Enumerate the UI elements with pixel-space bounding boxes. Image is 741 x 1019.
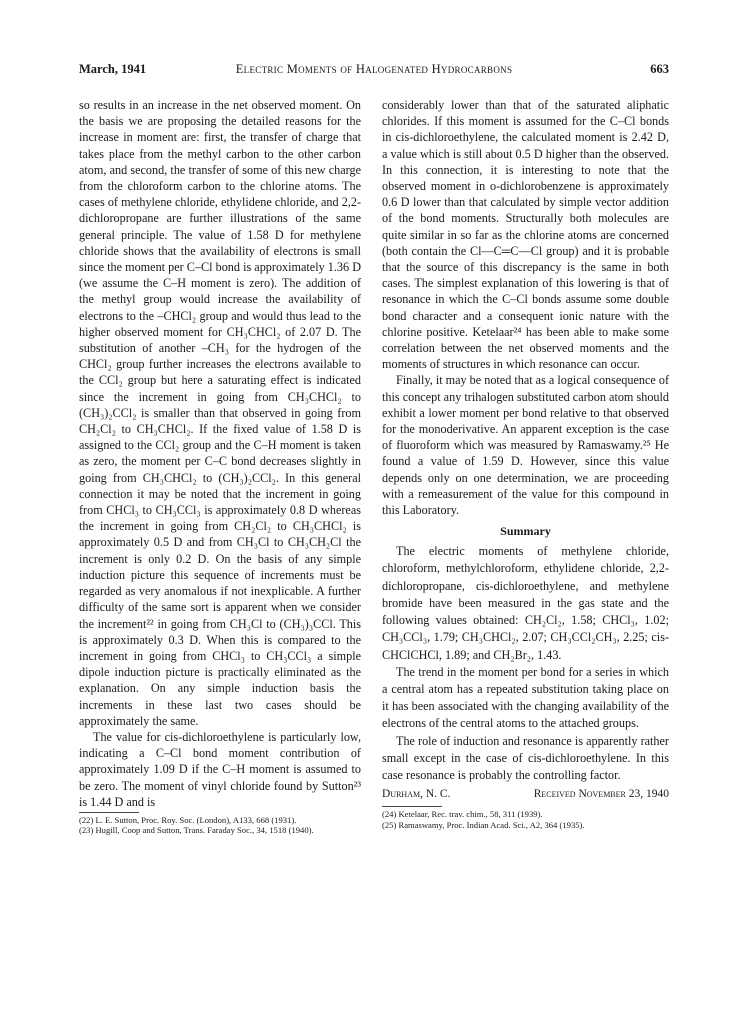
signature-line: [382, 788, 669, 804]
body-paragraph: The value for cis-dichloroethylene is particularly low, indicating a C–Cl bond moment contribution of approximately 1.09 D if the C–H moment is assumed to be zero. The moment of vinyl chloride found by Sutton²³ is 1.44 D and is: [79, 729, 361, 809]
footnote: (22) L. E. Sutton, Proc. Roy. Soc. (London), A133, 668 (1931).: [79, 814, 297, 825]
header-title: Electric Moments of Halogenated Hydrocarbons: [235, 62, 513, 76]
body-paragraph: Finally, it may be noted that as a logical consequence of this concept any trihalogen substituted carbon atom should exhibit a lower moment per bond relative to that observed for the monoderivative. An apparent exception is the case of fluoroform which was measured by Ramaswamy.²⁵ He found a value of 1.59 D. However, since this value depends only on one determination, we are proceeding with a remeasurement of the value for this compound in this Laboratory.: [382, 373, 670, 518]
summary-heading: Summary: [500, 524, 551, 539]
summary-paragraph: The electric moments of methylene chloride, chloroform, methylchloroform, ethylidene chloride, 2,2-dichloropropane, cis-dichloroethylene, and methylene bromide have been measured in the gas state and the following values obtained: CH₂Cl₂, 1.58; CHCl₃, 1.02; CH₃CCl₃, 1.79; CH₃CHCl₂, 2.07; CH₃CCl₂CH₃, 2.25; cis-CHClCHCl, 1.89; and CH₂Br₂, 1.43.: [382, 544, 669, 662]
right-column: [382, 97, 669, 830]
body-paragraph: so results in an increase in the net observed moment. On the basis we are proposing the detailed reasons for the increase in moment are: first, the transfer of charge that takes place from the methyl carbon to the other carbon atom, and second, the transfer of some of this new charge from the chloroform carbon to the chlorine atoms. The cases of methylene chloride, ethylidene chloride, and 2,2-dichloropropane are further illustrations of the same general principle. The value of 1.58 D for methylene chloride shows that the availability of electrons is small since the moment per C–Cl bond is approximately 1.36 D (we assume the C–H moment is zero). The addition of the methyl group would increase the availability of electrons to the –CHCl₂ group and would thus lead to the higher observed moment for CH₃CHCl₂ of 2.07 D. The substitution of another –CH₃ for the hydrogen of the CHCl₂ group further increases the electrons available to the CCl₂ group but here a saturating effect is indicated since the increment in going from CH₃CHCl₂ to (CH₃)₂CCl₂ is smaller than that observed in going from CH₂Cl₂ to CH₃CHCl₂. If the fixed value of 1.58 D is assigned to the CCl₂ group and the C–H moment is taken as zero, the moment per C–C bond decreases slightly in going from CH₃CHCl₂ to (CH₃)₂CCl₂. In this general connection it may be noted that the increment in going from CHCl₃ to CH₃CCl₃ is approximately 0.8 D whereas the increment in going from CH₂Cl₂ to CH₃CHCl₂ is approximately 0.5 D and from CH₃Cl to CH₃CH₂Cl the increment is only 0.2 D. On the basis of any simple induction picture this sequence of increments must be regarded as very anomalous if not inexplicable. A further difficulty of the same sort is apparent when we consider the increment²² in going from CH₃Cl to (CH₃)₃CCl. This is approximately 0.3 D. When this is compared to the increment in going from CHCl₃ to CH₃CCl₃ a simple dipole induction picture is practically eliminated as the explanation. On any simple induction basis the increments in these last two cases should be approximately the same.: [79, 98, 361, 728]
signature-place: Durham, N. C.: [382, 788, 451, 801]
left-column: [79, 97, 361, 836]
footnote: (24) Ketelaar, Rec. trav. chim., 58, 311 (1939).: [382, 809, 543, 820]
body-paragraph: considerably lower than that of the saturated aliphatic chlorides. If this moment is assumed for the C–Cl bonds in cis-dichloroethylene, the calculated moment is 2.42 D, a value which is still about 0.5 D higher than the observed. In this connection, it is interesting to note that the observed moment in o-dichlorobenzene is approximately 0.6 D lower than that calculated by simple vector addition of the bond moments. Structurally both molecules are quite similar in so far as the chlorine atoms are concerned (both contain the Cl—C═C—Cl group) and it is probable that the source of this discrepancy is the same in both cases. The simplest explanation of this lowering is that of resonance in which the C–Cl bonds assume some double bond character and a consequent ionic nature with the chlorine positive. Ketelaar²⁴ has been able to make some correlation between the net observed moments and the moments of structures in which resonance can occur.: [382, 98, 669, 372]
header-date: March, 1941: [79, 62, 147, 76]
footnote: (25) Ramaswamy, Proc. Indian Acad. Sci., A2, 364 (1935).: [382, 819, 585, 830]
summary-section: [382, 543, 669, 784]
footnote-divider: [79, 812, 139, 813]
page-number: 663: [650, 62, 669, 76]
received-date: Received November 23, 1940: [533, 788, 669, 801]
footnote-divider: [382, 806, 442, 807]
summary-paragraph: The role of induction and resonance is apparently rather small except in the case of cis-dichloroethylene. In this case resonance is probably the controlling factor.: [382, 733, 669, 782]
footnote: (23) Hugill, Coop and Sutton, Trans. Faraday Soc., 34, 1518 (1940).: [79, 825, 314, 836]
running-header: [79, 62, 669, 78]
summary-paragraph: The trend in the moment per bond for a series in which a central atom has a repeated substitution taking place on it has been associated with the changing availability of the electrons of the central atoms to the attached groups.: [382, 664, 669, 731]
